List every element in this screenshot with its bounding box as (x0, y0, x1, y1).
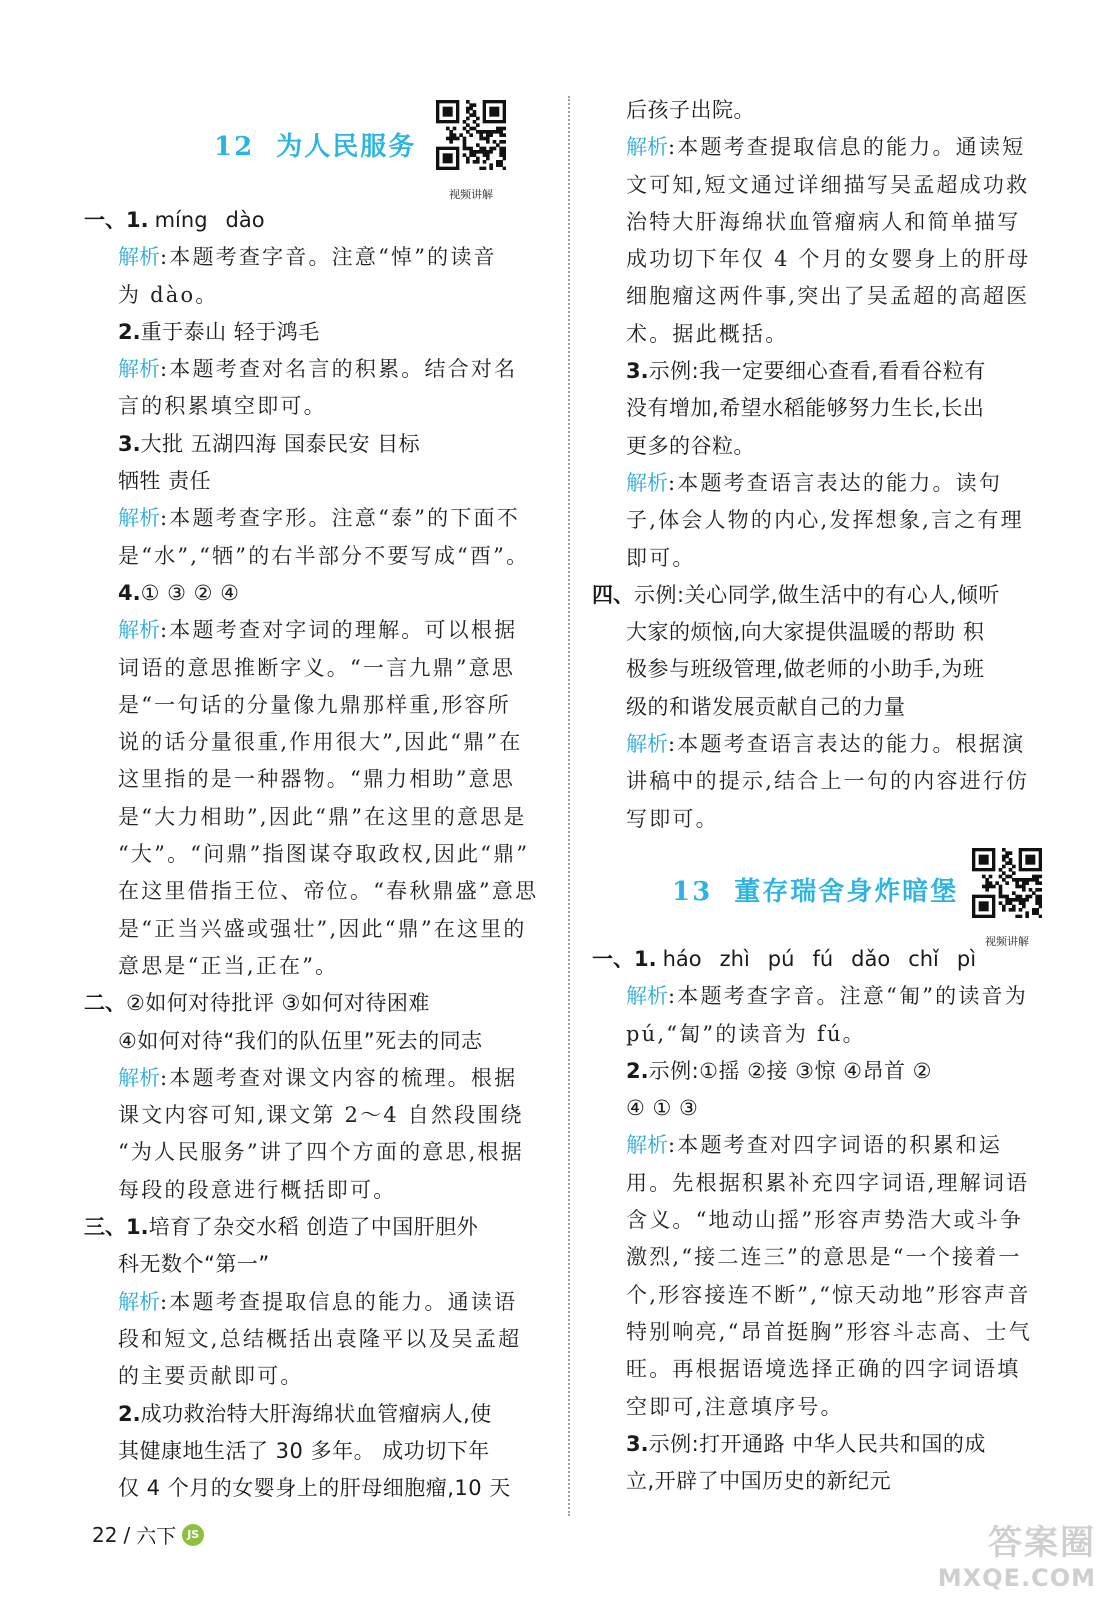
right-column (592, 92, 1052, 1500)
answer-text: 牺牲 责任 (118, 469, 212, 494)
lesson-13-header (592, 838, 1052, 948)
answer-line (84, 1358, 546, 1395)
analysis-text: 术。据此概括。 (626, 321, 789, 346)
analysis-tag: 解析 (118, 245, 160, 270)
question-number: 2. (626, 1058, 649, 1083)
answer-line (592, 1127, 1052, 1164)
column-divider (568, 96, 570, 1516)
analysis-text: 子,体会人物的内心,发挥想象,言之有理 (626, 508, 1024, 533)
answer-line (592, 1165, 1052, 1202)
answer-text: 仅 4 个月的女婴身上的肝母细胞瘤,10 天 (118, 1476, 511, 1501)
analysis-tag: 解析 (626, 470, 668, 495)
right-answer-list-top (592, 92, 1052, 838)
answer-text: 其健康地生活了 30 多年。 成功切下年 (118, 1438, 490, 1463)
analysis-text: 空即可,注意填序号。 (626, 1394, 844, 1419)
answer-text: 更多的谷粒。 (626, 433, 755, 458)
answer-line (592, 689, 1052, 726)
answer-text: 极参与班级管理,做老师的小助手,为班 (626, 657, 985, 682)
answer-line (592, 1239, 1052, 1276)
analysis-tag: 解析 (626, 732, 668, 757)
analysis-text: 特别响亮,“昂首挺胸”形容斗志高、士气 (626, 1319, 1032, 1344)
qr-caption: 视频讲解 (985, 934, 1029, 948)
analysis-text: 细胞瘤这两件事,突出了吴孟超的高超医 (626, 284, 1030, 309)
analysis-text: 每段的段意进行概括即可。 (118, 1177, 397, 1202)
analysis-text: 成功切下年仅 4 个月的女婴身上的肝母 (626, 247, 1031, 272)
answer-text: ① ③ ② ④ (140, 580, 240, 605)
section-marker: 一、 (592, 946, 634, 971)
section-marker: 二、 (84, 991, 126, 1016)
lesson-number: 12 (214, 131, 255, 162)
analysis-text: 含义。“地动山摇”形容声势浩大或斗争 (626, 1208, 1024, 1233)
answer-line (592, 428, 1052, 465)
answer-line (84, 1097, 546, 1134)
analysis-text: 个,形容接连不断”,“惊天动地”形容声音 (626, 1282, 1031, 1307)
question-number: 1. (634, 946, 657, 971)
answer-line (84, 724, 546, 761)
qr-caption: 视频讲解 (449, 188, 493, 201)
answer-text: 示例:打开通路 中华人民共和国的成 (648, 1431, 986, 1456)
answer-line (592, 278, 1052, 315)
answer-text: 大批 五湖四海 国泰民安 目标 (140, 431, 421, 456)
answer-line (84, 500, 546, 537)
analysis-tag: 解析 (118, 506, 160, 531)
qr-code-icon[interactable] (972, 848, 1042, 918)
answer-text: 级的和谐发展贡献自己的力量 (626, 694, 906, 719)
analysis-text: :本题考查提取信息的能力。通读语 (160, 1289, 518, 1314)
answer-text: 成功救治特大肝海绵状血管瘤病人,使 (140, 1401, 492, 1426)
answer-text: 示例:①摇 ②接 ③惊 ④昂首 ② (648, 1058, 933, 1083)
answer-line (592, 1277, 1052, 1314)
grade-label: 六下 (136, 1524, 177, 1548)
analysis-text: 言的积累填空即可。 (118, 394, 327, 419)
analysis-text: 词语的意思推断字义。“一言九鼎”意思 (118, 655, 516, 680)
analysis-tag: 解析 (118, 1065, 160, 1090)
analysis-text: :本题考查对字词的理解。可以根据 (160, 618, 518, 643)
answer-text: 后孩子出院。 (626, 98, 755, 122)
pinyin-answer: dào (225, 208, 265, 232)
analysis-text: pú,“匐”的读音为 fú。 (626, 1021, 866, 1046)
answer-line (592, 614, 1052, 651)
lesson-title (214, 129, 416, 166)
answer-text: 示例:关心同学,做生活中的有心人,倾听 (634, 582, 1000, 607)
question-number: 2. (118, 1401, 141, 1426)
lesson-title-text: 为人民服务 (276, 131, 417, 162)
answer-line (592, 353, 1052, 390)
answer-line (84, 277, 546, 314)
answer-line (84, 463, 546, 500)
answer-line (84, 388, 546, 425)
answer-line (592, 129, 1052, 166)
answer-line (84, 873, 546, 910)
answer-line (592, 1351, 1052, 1388)
answer-text: 示例:我一定要细心查看,看看谷粒有 (648, 359, 986, 384)
answer-line (84, 799, 546, 836)
page-separator: / (123, 1522, 131, 1547)
analysis-tag: 解析 (118, 357, 160, 382)
answer-line (84, 1023, 546, 1060)
answer-line (592, 540, 1052, 577)
pinyin-answer: míng (154, 208, 208, 232)
analysis-tag: 解析 (626, 135, 668, 160)
page-number: 22 (92, 1522, 118, 1547)
answer-line (84, 314, 546, 351)
question-number: 3. (118, 431, 141, 456)
answer-line (592, 978, 1052, 1015)
edition-badge-icon: JS (182, 1524, 204, 1546)
answer-line (84, 1060, 546, 1097)
analysis-text: 是“水”,“牺”的右半部分不要写成“酉”。 (118, 543, 530, 568)
answer-line (592, 651, 1052, 688)
lesson-title (672, 874, 958, 911)
watermark-text: 答案圈 (988, 1523, 1096, 1563)
analysis-text: 治特大肝海绵状血管瘤病人和简单描写 (626, 209, 1021, 234)
answer-line (592, 1090, 1052, 1127)
answer-line (84, 1396, 546, 1433)
answer-line (84, 1470, 546, 1507)
question-number: 2. (118, 319, 141, 344)
question-number: 1. (126, 1215, 149, 1240)
answer-line (592, 92, 1052, 129)
answer-line (84, 575, 546, 612)
analysis-text: 用。先根据积累补充四字词语,理解词语 (626, 1170, 1030, 1195)
left-column (84, 92, 546, 1507)
answer-line (592, 577, 1052, 614)
answer-line (84, 239, 546, 276)
question-number: 1. (126, 208, 149, 232)
analysis-text: :本题考查对四字词语的积累和运 (668, 1133, 1003, 1158)
answer-line (84, 1172, 546, 1209)
watermark-url: MXQE.COM (937, 1564, 1096, 1592)
answer-text: 没有增加,希望水稻能够努力生长,长出 (626, 396, 985, 421)
analysis-text: :本题考查对课文内容的梳理。根据 (160, 1065, 518, 1090)
page-footer (92, 1520, 204, 1549)
answer-text: ④ ① ③ (626, 1096, 699, 1121)
answer-line (592, 167, 1052, 204)
answer-text: ④如何对待“我们的队伍里”死去的同志 (118, 1028, 483, 1053)
lesson-12-header (84, 92, 546, 202)
analysis-text: 课文内容可知,课文第 2～4 自然段围绕 (118, 1103, 524, 1128)
analysis-text: 是“一句话的分量像九鼎那样重,形容所 (118, 692, 512, 717)
answer-line (84, 426, 546, 463)
answer-line (592, 1389, 1052, 1426)
analysis-text: :本题考查语言表达的能力。根据演 (668, 732, 1026, 757)
answer-line (592, 316, 1052, 353)
answer-line (84, 351, 546, 388)
analysis-text: 这里指的是一种器物。“鼎力相助”意思 (118, 767, 516, 792)
watermark (938, 1515, 1096, 1592)
analysis-text: 为 dào。 (118, 282, 219, 307)
answer-line (592, 204, 1052, 241)
analysis-text: 旺。再根据语境选择正确的四字词语填 (626, 1357, 1021, 1382)
analysis-text: :本题考查字形。注意“泰”的下面不 (160, 506, 520, 531)
answer-line (84, 1321, 546, 1358)
answer-text: 重于泰山 轻于鸿毛 (140, 319, 320, 344)
pinyin-answer: háo (662, 946, 702, 971)
section-marker: 四、 (592, 582, 634, 607)
analysis-text: 激烈,“接二连三”的意思是“一个接着一 (626, 1245, 1022, 1270)
answer-line (84, 948, 546, 985)
analysis-text: “为人民服务”讲了四个方面的意思,根据 (118, 1140, 524, 1165)
left-answer-list (84, 202, 546, 1507)
answer-line (84, 836, 546, 873)
analysis-tag: 解析 (118, 618, 160, 643)
answer-line (592, 1053, 1052, 1090)
answer-line (592, 390, 1052, 427)
analysis-tag: 解析 (626, 984, 668, 1009)
analysis-tag: 解析 (626, 1133, 668, 1158)
question-number: 3. (626, 1431, 649, 1456)
answer-text: ②如何对待批评 ③如何对待困难 (126, 991, 430, 1016)
answer-line (592, 726, 1052, 763)
answer-line (592, 1016, 1052, 1053)
analysis-text: 段和短文,总结概括出袁隆平以及吴孟超 (118, 1326, 522, 1351)
analysis-text: :本题考查字音。注意“悼”的读音 (160, 245, 497, 270)
analysis-tag: 解析 (118, 1289, 160, 1314)
analysis-text: 说的话分量很重,作用很大”,因此“鼎”在 (118, 730, 523, 755)
pinyin-answer: pì (956, 946, 977, 971)
answer-line (84, 612, 546, 649)
analysis-text: :本题考查提取信息的能力。通读短 (668, 135, 1026, 160)
answer-line (592, 465, 1052, 502)
analysis-text: 讲稿中的提示,结合上一句的内容进行仿 (626, 769, 1030, 794)
pinyin-answer: chǐ (908, 946, 939, 971)
answer-line (84, 650, 546, 687)
answer-line (84, 687, 546, 724)
question-number: 3. (626, 359, 649, 384)
section-marker: 一、 (84, 208, 126, 232)
pinyin-answer: zhì (719, 946, 750, 971)
answer-line (84, 538, 546, 575)
answer-line (84, 985, 546, 1022)
analysis-text: 是“大力相助”,因此“鼎”在这里的意思是 (118, 804, 527, 829)
answer-text: 立,开辟了中国历史的新纪元 (626, 1469, 892, 1494)
answer-line (592, 1426, 1052, 1463)
lesson-number: 13 (672, 876, 713, 907)
analysis-text: :本题考查语言表达的能力。读句 (668, 470, 1003, 495)
answer-line (84, 1209, 546, 1246)
answer-line (84, 1246, 546, 1283)
pinyin-answer: pú (767, 946, 795, 971)
answer-line (592, 763, 1052, 800)
analysis-text: “大”。“问鼎”指图谋夺取政权,因此“鼎” (118, 842, 530, 867)
qr-code-icon[interactable] (436, 100, 506, 170)
analysis-text: 即可。 (626, 545, 696, 570)
answer-line (592, 241, 1052, 278)
answer-text: 大家的烦恼,向大家提供温暖的帮助 积 (626, 620, 985, 645)
answer-line (592, 1314, 1052, 1351)
analysis-text: :本题考查对名言的积累。结合对名 (160, 357, 518, 382)
analysis-text: 意思是“正当,正在”。 (118, 953, 339, 978)
answer-line (592, 502, 1052, 539)
answer-line (592, 801, 1052, 838)
pinyin-answer: fú (812, 946, 834, 971)
analysis-text: 写即可。 (626, 806, 719, 831)
analysis-text: 的主要贡献即可。 (118, 1364, 304, 1389)
pinyin-answer: dǎo (851, 946, 891, 971)
answer-line (592, 1463, 1052, 1500)
analysis-text: 是“正当兴盛或强壮”,因此“鼎”在这里的 (118, 916, 527, 941)
analysis-text: 文可知,短文通过详细描写吴孟超成功救 (626, 172, 1030, 197)
answer-text: 科无数个“第一” (118, 1252, 270, 1277)
answer-text: 培育了杂交水稻 创造了中国肝胆外 (148, 1215, 479, 1240)
answer-line (592, 1202, 1052, 1239)
answer-line (84, 1134, 546, 1171)
question-number: 4. (118, 580, 141, 605)
analysis-text: :本题考查字音。注意“匍”的读音为 (668, 984, 1028, 1009)
answer-line (84, 1433, 546, 1470)
answer-line (84, 911, 546, 948)
right-answer-list-bottom (592, 941, 1052, 1500)
answer-line (84, 761, 546, 798)
section-marker: 三、 (84, 1215, 126, 1240)
answer-line (84, 1284, 546, 1321)
analysis-text: 在这里借指王位、帝位。“春秋鼎盛”意思 (118, 879, 539, 904)
lesson-title-text: 董存瑞舍身炸暗堡 (734, 876, 959, 907)
